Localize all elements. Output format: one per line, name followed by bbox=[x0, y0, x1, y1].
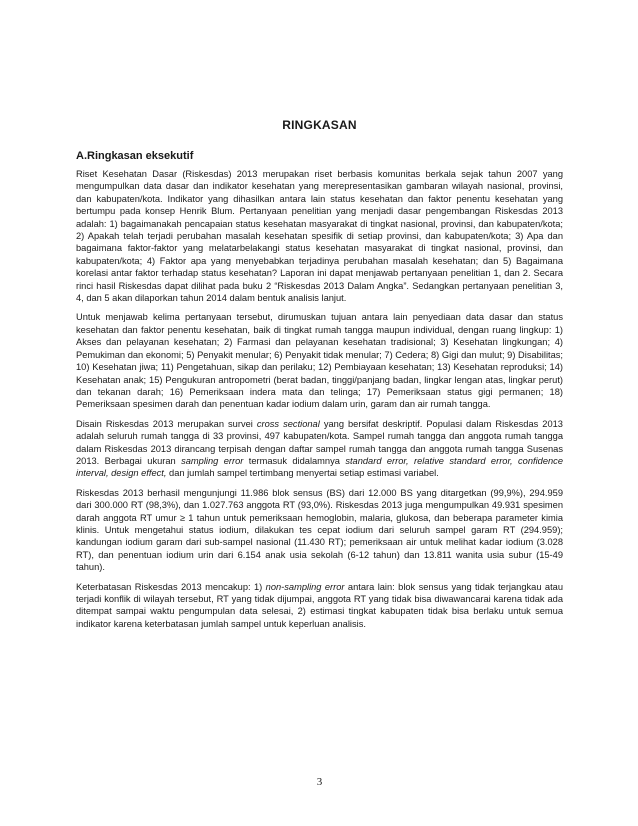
italic-term: cross sectional bbox=[256, 418, 320, 429]
paragraph-4: Riskesdas 2013 berhasil mengunjungi 11.986 blok sensus (BS) dari 12.000 BS yang ditargetkan (99,9%), 294.959 dari 300.000 RT (98,3%), dan 1.027.763 anggota RT (93,0%). Riskesdas 2013 juga mengumpulkan 49.931 spesimen darah anggota RT umur ≥ 1 tahun untuk pemeriksaan hemoglobin, malaria, glukosa, dan beberapa parameter kimia klinis. Untuk mengetahui status iodium, dilakukan tes cepat iodium dari seluruh sampel garam RT (294.959); kandungan iodium garam dari sub-sampel nasional (11.430 RT); pemeriksaan air untuk melihat kadar iodium (3.028 RT), dan penentuan iodium urin dari 6.154 anak usia sekolah (6-12 tahun) dan 13.811 wanita usia subur (15-49 tahun). bbox=[76, 487, 563, 573]
paragraph-5: Keterbatasan Riskesdas 2013 mencakup: 1) non-sampling error antara lain: blok sensus yang tidak terjangkau atau terjadi konflik di wilayah tersebut, RT yang tidak dijumpai, anggota RT yang tidak bisa diwawancarai karena tidak ada ditempat sampai waktu pengumpulan data selesai, 2) estimasi tingkat kabupaten tidak bisa berlaku untuk semua indikator karena keterbatasan jumlah sampel untuk keperluan analisis. bbox=[76, 581, 564, 629]
section-heading: A.Ringkasan eksekutif bbox=[76, 150, 194, 162]
paragraph-1: Riset Kesehatan Dasar (Riskesdas) 2013 merupakan riset berbasis komunitas berkala sejak tahun 2007 yang mengumpulkan data dasar dan indikator kesehatan yang merepresentasikan gambaran wilayah nasional, provinsi, dan kabupaten/kota. Indikator yang dihasilkan antara lain status kesehatan dan faktor penentu kesehatan yang bertumpu pada konsep Henrik Blum. Pertanyaan penelitian yang menjadi dasar pengembangan Riskesdas 2013 adalah: 1) bagaimanakah pencapaian status kesehatan masyarakat di tingkat nasional, provinsi, dan kabupaten/kota; 2) Apakah telah terjadi perubahan masalah kesehatan spesifik di setiap provinsi, dan kabupaten/kota; 3) Apa dan bagaimana faktor-faktor yang melatarbelakangi status kesehatan masyarakat di tingkat nasional, provinsi, dan kabupaten/kota; 4) Faktor apa yang menyebabkan terjadinya perubahan masalah kesehatan; dan 5) Bagaimana korelasi antar faktor terhadap status kesehatan? Laporan ini dapat menjawab pertanyaan penelitian 1, dan 2. Secara rinci hasil Riskesdas dapat dilihat pada buku 2 “Riskesdas 2013 Dalam Angka”. Sedangkan pertanyaan penelitian 3, 4, dan 5 akan dilaporkan tahun 2014 dalam bentuk analisis lanjut. bbox=[76, 169, 563, 304]
paragraph-2: Untuk menjawab kelima pertanyaan tersebut, dirumuskan tujuan antara lain penyediaan data dasar dan status kesehatan dan faktor penentu kesehatan, baik di tingkat rumah tangga maupun individual, dengan ruang lingkup: 1) Akses dan pelayanan kesehatan; 2) Farmasi dan pelayanan kesehatan tradisional; 3) Kesehatan lingkungan; 4) Pemukiman dan ekonomi; 5) Penyakit menular; 6) Penyakit tidak menular; 7) Cedera; 8) Gigi dan mulut; 9) Disabilitas; 10) Kesehatan jiwa; 11) Pengetahuan, sikap dan perilaku; 12) Pembiayaan kesehatan; 13) Kesehatan reproduksi; 14) Kesehatan anak; 15) Pengukuran antropometri (berat badan, tinggi/panjang badan, lingkar lengan atas, lingkar perut) dan tekanan darah; 16) Pemeriksaan indera mata dan telinga; 17) Pemeriksaan status gigi permanen; 18) Pemeriksaan spesimen darah dan penentuan kadar iodium dalam urin, garam dan air rumah tangga. bbox=[76, 312, 563, 410]
page-number: 3 bbox=[316, 776, 323, 788]
paragraph-3: Disain Riskesdas 2013 merupakan survei cross sectional yang bersifat deskriptif. Populasi dalam Riskesdas 2013 adalah seluruh rumah tangga di 33 provinsi, 497 kabupaten/kota. Sampel rumah tangga dan anggota rumah tangga dalam Riskesdas 2013 dirancang terpisah dengan daftar sampel rumah tangga dan anggota rumah tangga Susenas 2013. Berbagai ukuran sampling error termasuk didalamnya standard error, relative standard error, confidence interval, design effect, dan jumlah sampel tertimbang menyertai setiap estimasi variabel. bbox=[76, 418, 563, 479]
page-title: RINGKASAN bbox=[282, 118, 357, 132]
document-page bbox=[76, 0, 563, 826]
italic-term: standard error, relative standard error, confidence interval, design effect, bbox=[76, 455, 563, 479]
italic-term: sampling error bbox=[181, 455, 244, 466]
body-text bbox=[76, 168, 563, 637]
italic-term: non-sampling error bbox=[265, 581, 345, 592]
